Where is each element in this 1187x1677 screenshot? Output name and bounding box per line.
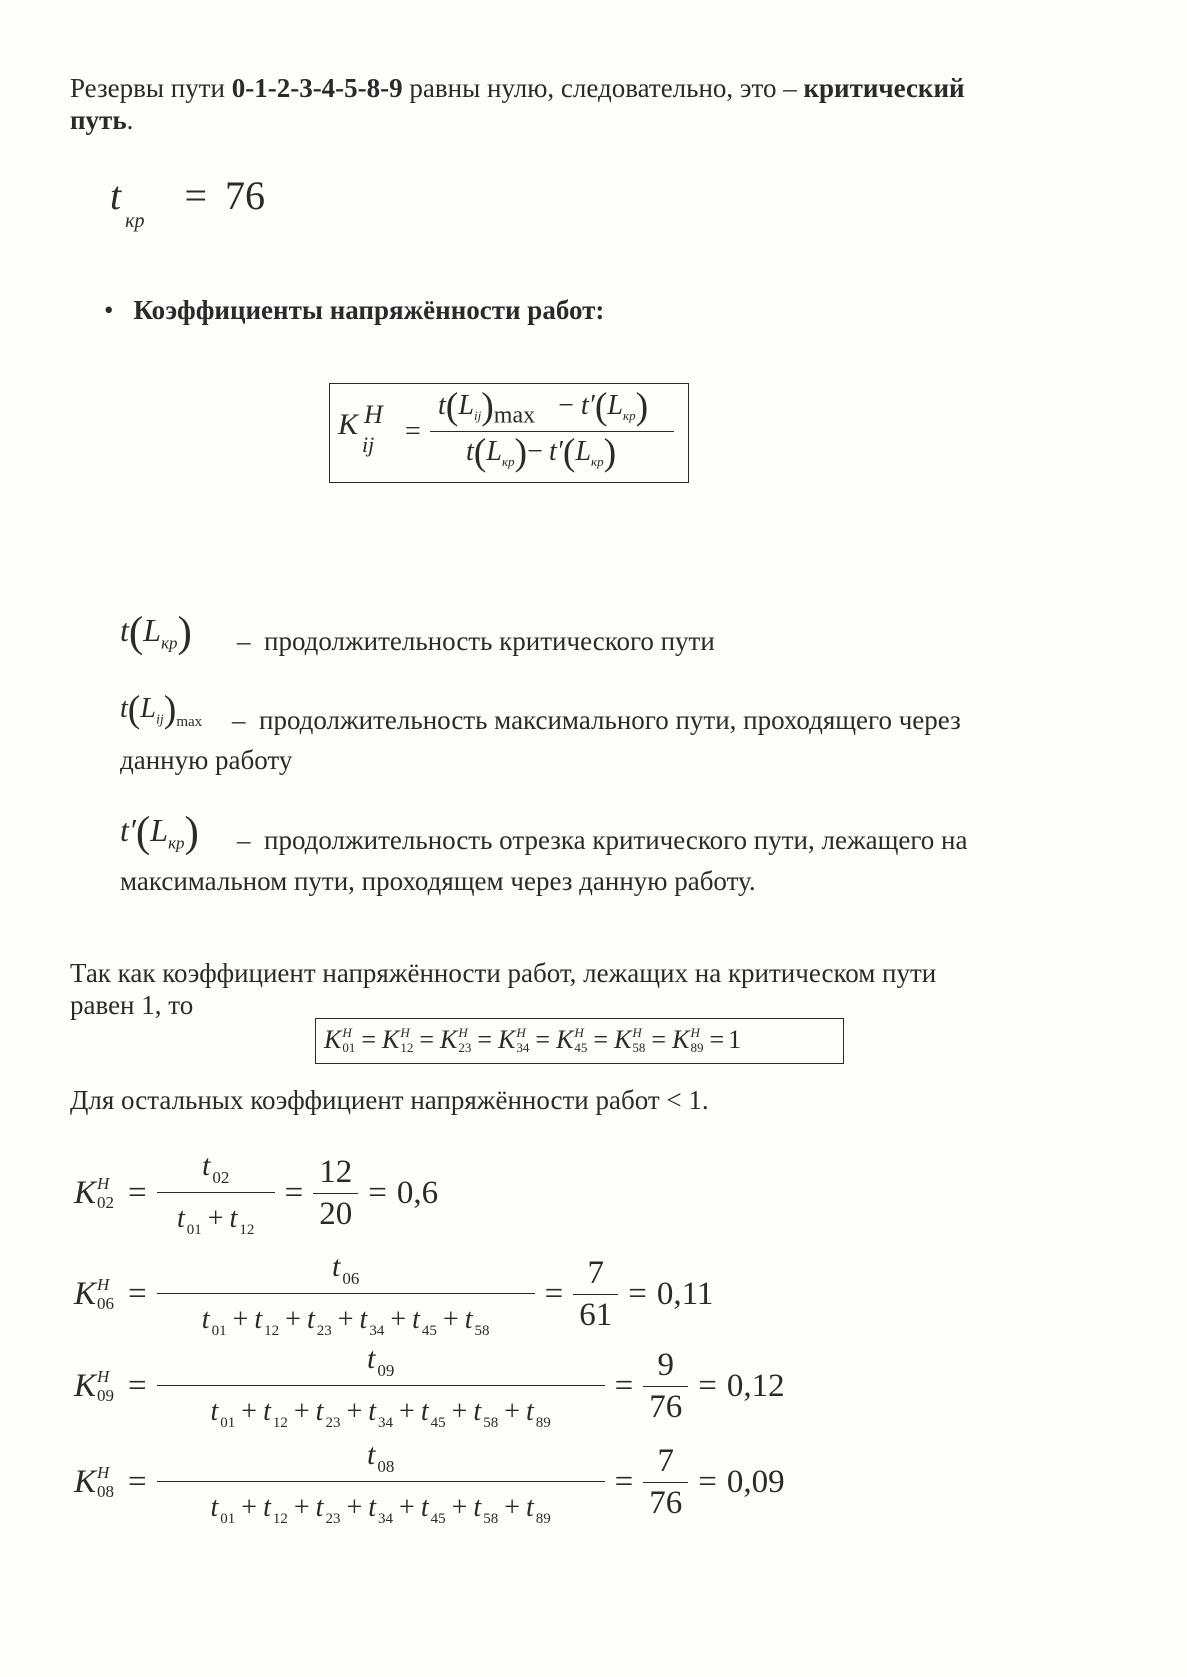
calc-equals: = [128,1463,147,1500]
k-scripts [97,1175,114,1211]
k-scripts [97,1276,114,1312]
k-subscript: 89 [690,1040,704,1055]
t-term [263,1488,288,1527]
def3-l: L [150,812,169,848]
t-symbol: t [420,1491,429,1523]
den-kr: кр [501,453,515,469]
k-subscript: 58 [632,1040,646,1055]
t-symbol: t [473,1395,482,1427]
calc-plus: + [293,1395,310,1427]
formula-equals: = [405,416,421,447]
t-subscript: 23 [325,1510,341,1527]
k-scripts [632,1026,645,1054]
calc-numerator [332,1248,359,1293]
tkr-value: 76 [225,173,266,218]
def1-dash: – [237,626,251,656]
den-kr2: кр [591,453,604,469]
formula-lhs [338,408,358,442]
calc-equals: = [368,1174,387,1211]
t-subscript: 12 [272,1510,288,1527]
t-symbol: t [210,1491,219,1523]
k-scripts [574,1026,587,1054]
k-superscript: H [574,1025,584,1040]
calc-denominator [157,1293,535,1340]
t-term [368,1488,394,1527]
t-term [254,1300,280,1339]
equality-one: 1 [728,1025,742,1054]
k-subscript: 01 [342,1040,356,1055]
t-symbol: t [464,1303,473,1335]
t-term [525,1488,551,1527]
calc-numerator [367,1340,394,1385]
t-term [263,1392,288,1431]
calc-numerator [202,1147,229,1192]
calc-value-fraction [643,1347,688,1426]
t-subscript: 01 [211,1322,227,1339]
calc-k-02 [74,1175,114,1212]
bullet-marker: • [104,295,114,325]
num-ij: ij [473,407,482,423]
equality-k-34 [498,1025,529,1055]
num-l2: L [607,390,623,421]
calc-value-denominator: 61 [573,1294,618,1334]
k-scripts [690,1026,703,1054]
t-term [412,1300,437,1339]
definition-1-expr: $t(L_{кр})$ [120,609,192,657]
k-scripts [97,1368,114,1404]
k-subscript: 09 [97,1386,115,1405]
k-symbol: K [74,1174,97,1211]
t-term [176,1199,202,1238]
k-symbol: K [498,1025,516,1054]
t-subscript: 23 [325,1414,341,1431]
equality-equals: = [709,1025,725,1054]
calc-plus: + [293,1491,310,1523]
k-superscript: H [342,1025,352,1040]
t-subscript: 34 [369,1322,385,1339]
since-line-2: равен 1, то [70,990,194,1020]
t-subscript: 58 [483,1414,499,1431]
equality-equals: = [361,1025,377,1054]
since-line-1: Так как коэффициент напряжённости работ, лежащих на критическом пути [70,958,937,988]
def1-t: t [120,612,129,648]
definition-2-text-cont: данную работу [120,745,293,775]
t-symbol: t [366,1342,376,1376]
k-superscript: H [97,1367,110,1386]
tension-coefficient-formula [329,383,689,483]
calc-plus: + [285,1303,301,1335]
t-subscript: 01 [220,1414,236,1431]
def2-l: L [140,693,156,724]
calc-denominator [157,1192,275,1239]
calc-plus: + [346,1395,363,1427]
calc-plus: + [399,1491,415,1523]
k-subscript: 34 [516,1040,530,1055]
calc-result: 0,09 [726,1463,785,1500]
t-term [201,1300,227,1339]
t-symbol: t [315,1491,324,1523]
calc-value-numerator: 12 [319,1153,353,1190]
t-subscript: 34 [378,1414,394,1431]
critical-path-nodes: 0-1-2-3-4-5-8-9 [231,73,403,103]
k-symbol: K [382,1025,400,1054]
calc-value-fraction [643,1443,688,1522]
k-subscript: 02 [97,1193,115,1212]
den-l2: L [575,436,592,467]
k-symbol: K [440,1025,458,1054]
t-symbol: t [473,1491,482,1523]
t-subscript: 45 [421,1322,437,1339]
def1-description: продолжительность критического пути [264,626,715,656]
definition-3-text [237,820,967,860]
t-symbol: t [525,1491,534,1523]
critical-word: критический [803,73,965,103]
num-tprime: t′ [580,390,595,421]
bullet-heading-text: Коэффициенты напряжённости работ: [133,295,605,325]
equality-k-89 [672,1025,703,1055]
calc-main-fraction [157,1436,605,1527]
def3-sub: кр [168,833,185,853]
t-symbol: t [229,1202,238,1234]
t-term [315,1488,341,1527]
den-tprime: t′ [548,436,563,467]
t-subscript: 06 [342,1268,360,1288]
t-symbol: t [412,1303,420,1335]
def2-sub: ij [155,712,164,728]
t-term [368,1392,394,1431]
calc-equals: = [698,1367,717,1404]
num-max: max [493,402,536,429]
t-symbol: t [263,1395,271,1427]
calc-row-08 [70,1437,785,1527]
def3-t: t′ [120,812,136,848]
t-symbol: t [176,1202,185,1234]
t-subscript: 02 [212,1167,230,1187]
t-symbol: t [201,1303,210,1335]
k-subscript: 12 [400,1040,414,1055]
calc-equals: = [128,1275,147,1312]
equality-equals: = [535,1025,551,1054]
t-term [464,1300,490,1339]
k-symbol: K [74,1463,97,1500]
t-subscript: 12 [264,1322,280,1339]
t-subscript: 58 [474,1322,490,1339]
calc-plus: + [442,1303,459,1335]
t-subscript: 08 [377,1456,395,1476]
t-subscript: 45 [430,1414,446,1431]
critical-time-equation [110,172,265,233]
k-scripts [97,1464,114,1500]
intro-line-1 [70,68,965,108]
calc-plus: + [399,1395,415,1427]
def3-dash: – [237,825,251,855]
def3-description: продолжительность отрезка критического пути, лежащего на [264,825,968,855]
intro-period: . [126,105,134,135]
calc-plus: + [451,1395,468,1427]
tkr-variable: t [110,173,122,218]
bullet-heading [104,290,604,330]
calc-equals: = [614,1367,634,1404]
k-subscript: 06 [97,1294,115,1313]
calc-equals: = [284,1174,304,1211]
critical-coefficients-equality [315,1018,844,1064]
formula-denominator: $t(L_{кр})- t'(L_{кр})$ [466,431,617,474]
k-symbol: K [74,1275,97,1312]
formula-fraction-bar [430,431,674,432]
calc-result: 0,12 [726,1367,785,1404]
formula-h-superscript: H [364,400,383,429]
t-subscript: 09 [377,1360,395,1380]
calc-plus: + [451,1491,468,1523]
num-minus: − [558,390,574,421]
t-subscript: 01 [220,1510,236,1527]
t-term [420,1488,446,1527]
t-subscript: 34 [378,1510,394,1527]
calc-equals: = [544,1275,564,1312]
t-term [420,1392,446,1431]
t-symbol: t [359,1303,368,1335]
k-symbol: K [672,1025,690,1054]
calc-plus: + [241,1491,258,1523]
calc-plus: + [337,1303,354,1335]
t-term [210,1392,236,1431]
tkr-subscript: кр [125,210,145,232]
t-symbol: t [306,1303,315,1335]
k-symbol: K [614,1025,632,1054]
calc-value-numerator: 9 [657,1346,675,1383]
calc-result: 0,11 [656,1275,714,1312]
t-term [306,1300,332,1339]
calc-value-numerator: 7 [657,1442,675,1479]
t-term [359,1300,385,1339]
t-symbol: t [368,1395,377,1427]
t-term [366,1340,395,1380]
path-word: путь [70,105,127,135]
den-minus: − [527,436,543,467]
calc-value-denominator: 76 [643,1386,688,1426]
intro-line-2 [70,100,133,140]
calc-row-06 [70,1249,713,1339]
den-l: L [486,436,502,467]
t-symbol: t [254,1303,263,1335]
t-term [331,1248,360,1288]
t-symbol: t [368,1491,377,1523]
calc-plus: + [504,1491,520,1523]
k-subscript: 23 [458,1040,472,1055]
k-symbol: K [556,1025,574,1054]
t-subscript: 89 [535,1510,551,1527]
equality-equals: = [593,1025,609,1054]
calc-value-denominator: 76 [643,1482,688,1522]
formula-numerator: $t(L_{ij})\max - t'(L_{кр})$ [438,385,649,429]
calc-main-fraction [157,1248,535,1339]
calc-k-06 [74,1276,114,1313]
def2-t: t [120,693,128,724]
t-symbol: t [263,1491,271,1523]
equality-k-58 [614,1025,645,1055]
calc-plus: + [232,1303,249,1335]
k-superscript: H [97,1174,110,1193]
definition-2-expr: $t(L_{ij})_{max}$ [120,688,203,731]
num-kr: кр [622,407,636,423]
calc-plus: + [346,1491,363,1523]
k-symbol: K [324,1025,342,1054]
calc-plus: + [207,1202,224,1234]
calc-denominator [157,1385,605,1432]
calc-plus: + [241,1395,258,1427]
calc-value-fraction [313,1154,358,1233]
t-symbol: t [315,1395,324,1427]
t-term [473,1488,499,1527]
formula-ij-subscript: ij [362,432,375,457]
calc-result: 0,6 [396,1174,439,1211]
equality-k-12 [382,1025,413,1055]
def1-sub: кр [161,633,178,653]
equality-k-23 [440,1025,471,1055]
calc-equals: = [614,1463,634,1500]
calc-value-fraction [573,1255,618,1334]
equality-equals: = [651,1025,667,1054]
calc-row-09 [70,1341,785,1431]
tkr-equals: = [184,173,208,218]
equality-k-01 [324,1025,355,1055]
calc-equals: = [128,1367,147,1404]
calc-k-08 [74,1464,114,1501]
t-subscript: 58 [483,1510,499,1527]
k-superscript: H [97,1463,110,1482]
t-subscript: 12 [239,1221,255,1238]
def2-max: max [176,714,203,730]
t-term [366,1436,395,1476]
calc-denominator [157,1481,605,1528]
definition-2-text [232,700,961,740]
definition-1-text [237,621,715,661]
t-term [201,1147,230,1187]
k-scripts [458,1026,471,1054]
def2-description: продолжительность максимального пути, проходящего через [259,705,961,735]
k-subscript: 45 [574,1040,588,1055]
equality-k-45 [556,1025,587,1055]
calc-value-numerator: 7 [587,1254,605,1291]
calc-equals: = [128,1174,147,1211]
t-symbol: t [331,1250,341,1284]
t-symbol: t [525,1395,534,1427]
calc-value-denominator: 20 [313,1193,358,1233]
k-superscript: H [516,1025,526,1040]
calc-numerator [367,1436,394,1481]
k-superscript: H [458,1025,468,1040]
calc-row-02 [70,1148,438,1238]
equality-equals: = [477,1025,493,1054]
k-symbol: K [74,1367,97,1404]
calc-k-09 [74,1368,114,1405]
num-l: L [458,390,474,421]
calc-plus: + [504,1395,520,1427]
t-symbol: t [420,1395,429,1427]
t-term [210,1488,236,1527]
intro-text: Резервы пути [70,73,232,103]
t-term [315,1392,341,1431]
def1-l: L [143,612,162,648]
calc-main-fraction [157,1147,275,1238]
calc-main-fraction [157,1340,605,1431]
t-symbol: t [366,1438,376,1472]
k-superscript: H [632,1025,642,1040]
den-t: t [466,436,474,467]
t-symbol: t [201,1149,211,1183]
def2-dash: – [232,705,246,735]
others-text: Для остальных коэффициент напряжённости работ < 1. [70,1085,709,1115]
t-subscript: 89 [535,1414,551,1431]
definition-3-expr: $t'(L_{кр})$ [120,809,199,857]
k-superscript: H [690,1025,700,1040]
definition-3-text-cont: максимальном пути, проходящем через данную работу. [120,866,756,896]
t-subscript: 23 [316,1322,332,1339]
t-subscript: 01 [186,1221,202,1238]
k-scripts [342,1026,355,1054]
k-superscript: H [400,1025,410,1040]
calc-equals: = [698,1463,717,1500]
equality-equals: = [419,1025,435,1054]
t-symbol: t [210,1395,219,1427]
calc-plus: + [390,1303,407,1335]
t-term [525,1392,551,1431]
k-scripts [400,1026,413,1054]
t-subscript: 12 [272,1414,288,1431]
num-t: t [438,390,446,421]
t-subscript: 45 [430,1510,446,1527]
formula-k: K [338,408,359,441]
k-superscript: H [97,1275,110,1294]
t-term [473,1392,499,1431]
k-subscript: 08 [97,1482,115,1501]
calc-equals: = [628,1275,647,1312]
k-scripts [516,1026,529,1054]
t-term [229,1199,255,1238]
intro-text-middle: равны нулю, следовательно, это – [402,73,804,103]
